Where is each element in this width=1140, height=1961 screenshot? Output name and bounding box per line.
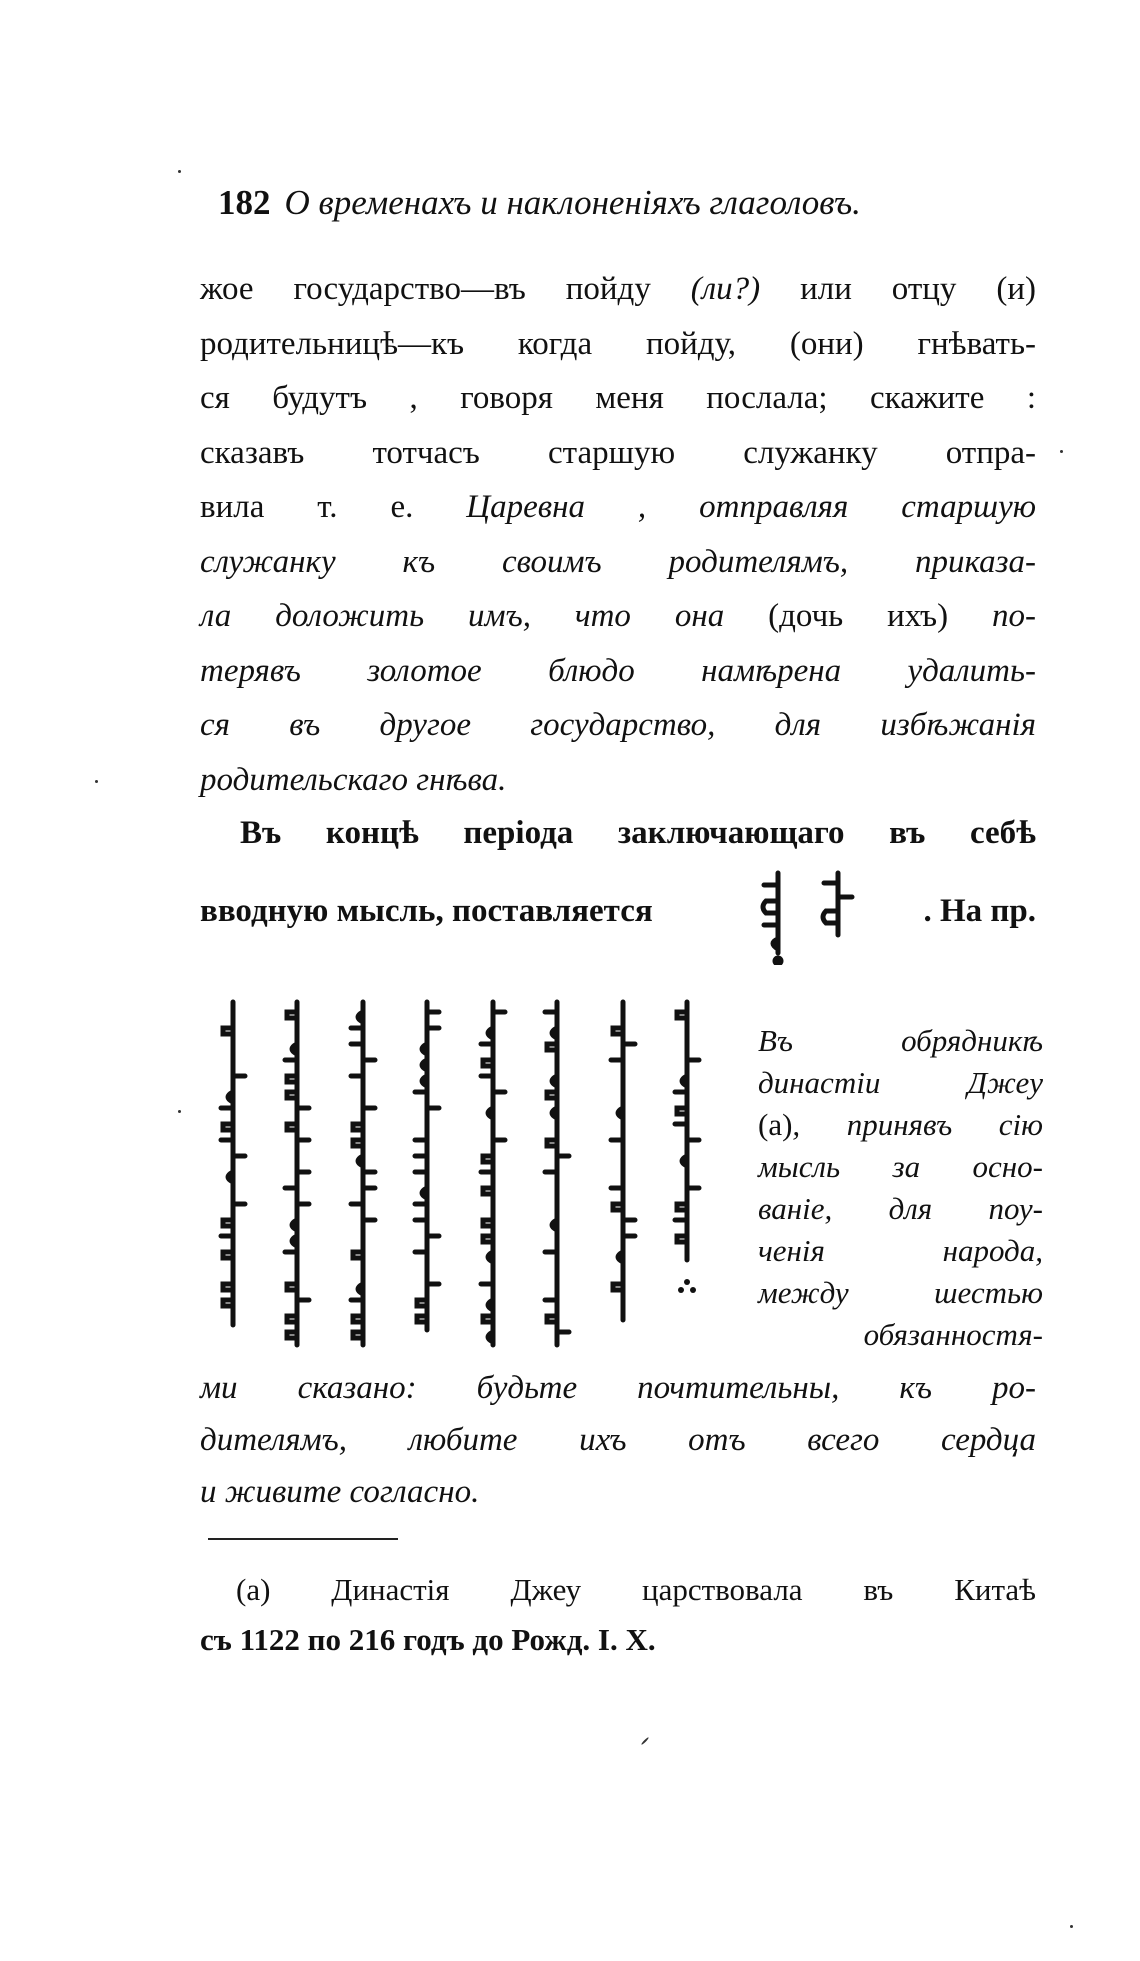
text-line [200,480,1036,535]
text-line: Въ обрядникѣ [758,1023,1043,1058]
text-span: ла доложить имъ, что она [200,598,769,634]
text-line: обязанностя- [863,1317,1043,1352]
mongol-glyph-stroke [351,1002,375,1345]
text-line: ся въ другое государство, для избѣжанія [200,707,1036,743]
text-line: мысль за осно- [758,1149,1043,1184]
text-span: . На пр. [923,893,1036,929]
page-title: О временахъ и наклоненіяхъ глаголовъ. [284,183,861,222]
text-line: родительскаго гнѣва. [200,761,507,798]
paragraph-2 [200,808,1036,858]
mongol-script-block [215,990,750,1350]
text-line: ваніе, для поу- [758,1191,1043,1226]
text-line: династіи Джеу [758,1065,1043,1100]
text-span: вводную мысль, поставляется [200,893,653,929]
text-span: (а) [758,1107,793,1142]
mongol-script-column [415,1002,439,1330]
ink-speck [178,1110,181,1113]
text-span: (дочь ихъ) [768,598,949,634]
ink-speck [641,1737,649,1745]
text-line: родительницѣ—къ когда пойду, (они) гнѣвать- [200,325,1036,362]
footnote [200,1565,1036,1665]
mongol-glyph-stroke [675,1002,699,1260]
text-line: дителямъ, любите ихъ отъ всего сердца [200,1422,1036,1458]
text-span: вила т. е. [200,489,467,525]
text-span: Царевна , отправляя старшую [466,489,1036,525]
text-line: служанку къ своимъ родителямъ, приказа- [200,543,1036,580]
running-head [218,183,1038,223]
mongol-script-column [675,1002,699,1260]
mongol-script-column [285,1002,309,1345]
page-number: 182 [218,183,271,222]
text-span: (ли?) [690,271,761,307]
footnote-line: съ 1122 по 216 годъ до Рожд. І. Х. [200,1622,656,1657]
mongol-script-column [351,1002,375,1345]
mongol-glyph-stroke [221,1002,245,1325]
text-line: Въ концѣ періода заключающаго въ себѣ [240,815,1036,851]
mongol-punctuation [678,1279,696,1293]
footnote-line: (а) Династія Джеу царствовала въ Китаѣ [236,1572,1036,1607]
mongol-script-column [611,1002,635,1320]
mongol-glyph-stroke [611,1002,635,1320]
text-line: и живите согласно. [200,1474,480,1510]
ink-speck [178,170,181,173]
text-line [758,1104,1043,1146]
paragraph-1 [200,262,1036,807]
paragraph-2-line-2 [200,893,1036,930]
text-line: ми сказано: будьте почтительны, къ ро- [200,1370,1036,1406]
mongol-script-inline [743,865,883,965]
text-line [200,262,1036,317]
footnote-rule [208,1538,398,1540]
side-text [758,1020,1043,1356]
text-line [200,589,1036,644]
ink-speck [95,780,98,783]
text-line: ченія народа, [758,1233,1043,1268]
text-span: , принявъ сію [792,1107,1043,1142]
mongol-glyph-stroke [481,1002,505,1345]
mongol-script-column [221,1002,245,1325]
text-line: между шестью [758,1275,1043,1310]
ink-speck [1060,450,1063,453]
text-span: жое государство—въ пойду [200,271,691,307]
mongol-glyph-stroke [415,1002,439,1330]
text-line: сказавъ тотчасъ старшую служанку отпра- [200,434,1036,471]
ink-speck [1070,1925,1073,1928]
mongol-script-column [545,1002,569,1345]
paragraph-3 [200,1362,1036,1518]
text-span: или отцу (и) [760,271,1036,307]
text-line: терявъ золотое блюдо намѣрена удалить- [200,652,1036,689]
mongol-glyph-stroke [545,1002,569,1345]
text-line: ся будутъ , говоря меня послала; скажите : [200,380,1036,416]
mongol-script-column [481,1002,505,1345]
mongol-glyph-stroke [285,1002,309,1345]
text-span: по- [948,598,1036,634]
